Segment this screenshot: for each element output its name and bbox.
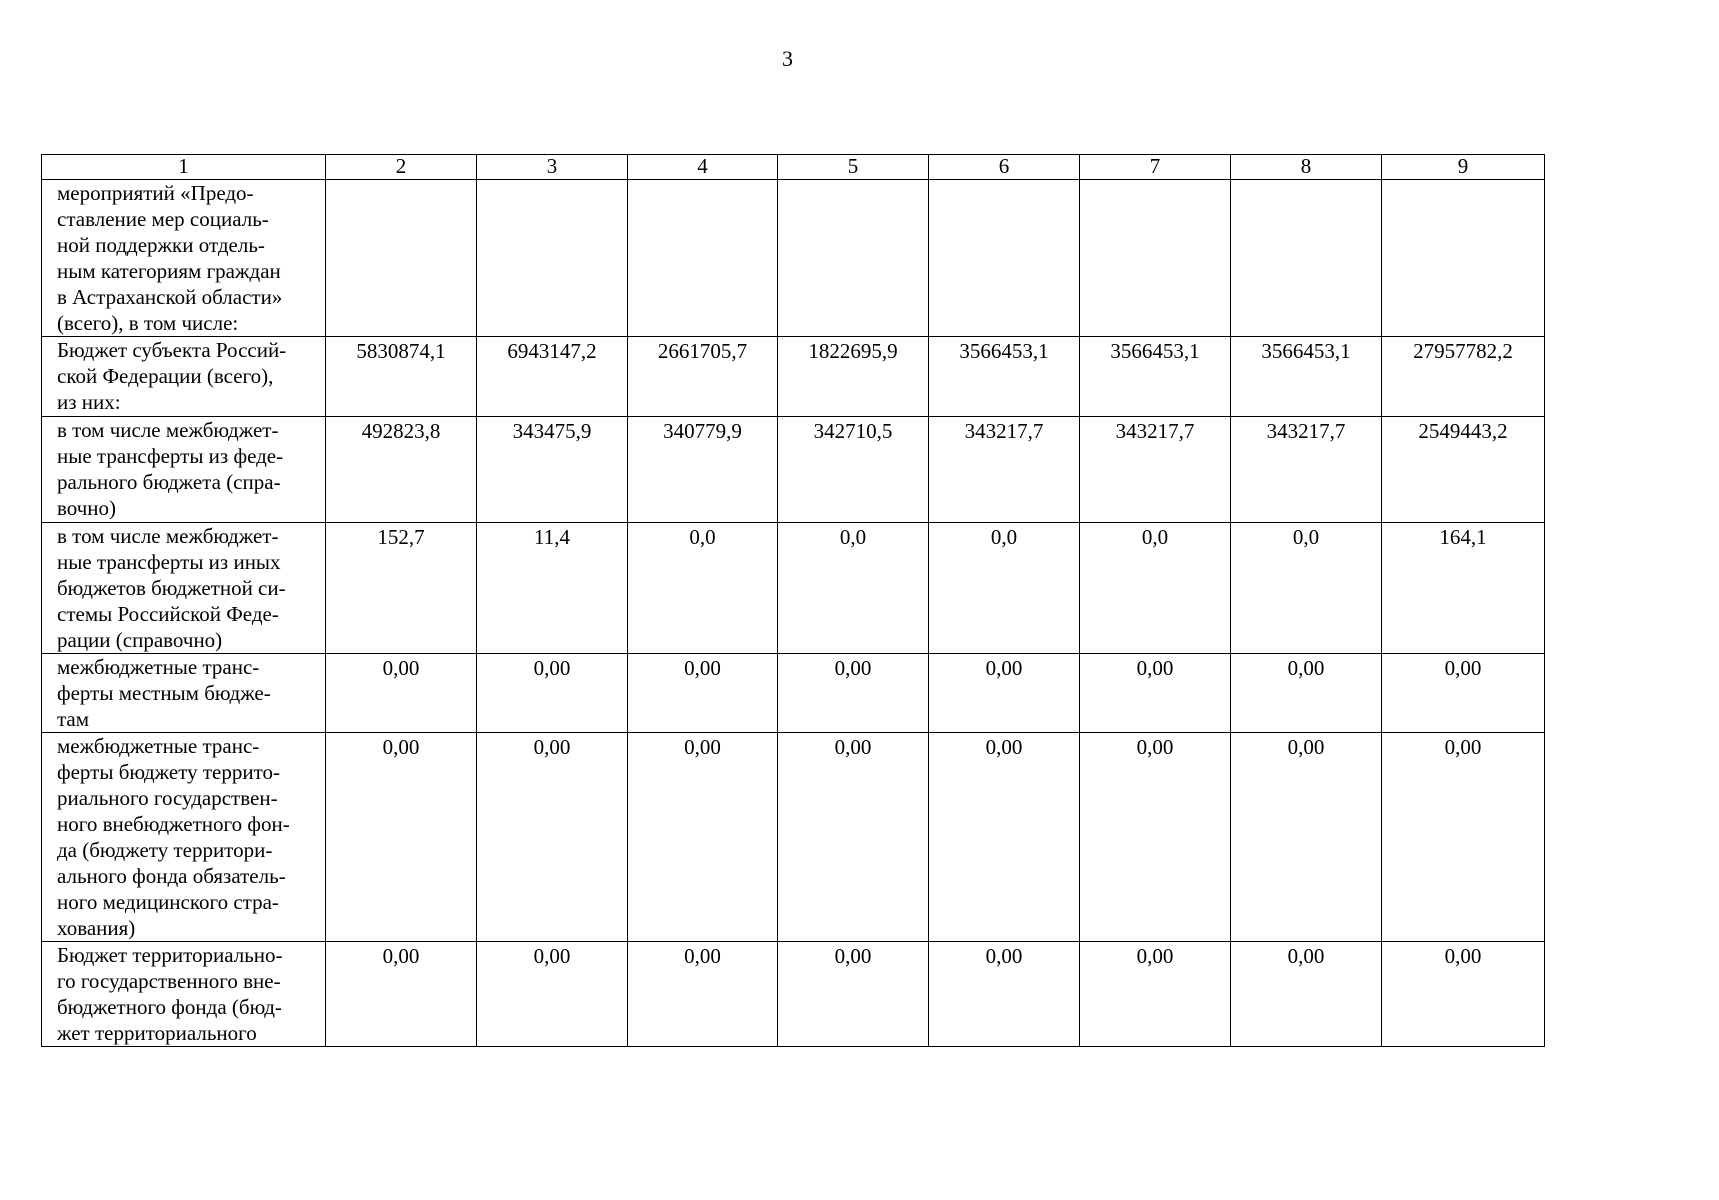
column-number: 6 — [929, 155, 1080, 180]
row-label — [42, 417, 326, 523]
row-label-line: там — [57, 707, 90, 731]
table-row — [42, 523, 1545, 654]
row-label-line: ферты местным бюдже- — [57, 681, 271, 705]
value-cell: 0,00 — [326, 942, 477, 1047]
row-label-line: бюджетов бюджетной си- — [57, 576, 286, 600]
value-cell: 343217,7 — [929, 417, 1080, 523]
column-number: 2 — [326, 155, 477, 180]
row-label-line: Бюджет субъекта Россий- — [57, 338, 287, 362]
value-cell: 342710,5 — [778, 417, 929, 523]
value-cell: 0,00 — [326, 654, 477, 733]
value-cell: 343217,7 — [1231, 417, 1382, 523]
column-number: 1 — [42, 155, 326, 180]
row-label-line: ной поддержки отдель- — [57, 233, 265, 257]
row-label-line: стемы Российской Феде- — [57, 602, 279, 626]
column-number: 5 — [778, 155, 929, 180]
row-label-line: ставление мер социаль- — [57, 207, 269, 231]
value-cell: 0,00 — [1231, 654, 1382, 733]
value-cell: 3566453,1 — [1231, 337, 1382, 417]
value-cell: 0,00 — [628, 733, 778, 942]
value-cell — [929, 180, 1080, 337]
column-number: 9 — [1382, 155, 1545, 180]
table-row — [42, 180, 1545, 337]
row-label-line: ные трансферты из иных — [57, 550, 281, 574]
value-cell: 340779,9 — [628, 417, 778, 523]
row-label-line: бюджетного фонда (бюд- — [57, 995, 282, 1019]
value-cell: 152,7 — [326, 523, 477, 654]
value-cell: 0,00 — [929, 942, 1080, 1047]
row-label-line: ферты бюджету террито- — [57, 760, 281, 784]
column-number: 4 — [628, 155, 778, 180]
value-cell: 0,00 — [326, 733, 477, 942]
value-cell: 6943147,2 — [477, 337, 628, 417]
row-label-line: хования) — [57, 916, 136, 940]
value-cell: 0,00 — [628, 942, 778, 1047]
row-label — [42, 654, 326, 733]
value-cell: 5830874,1 — [326, 337, 477, 417]
row-label-line: ного медицинского стра- — [57, 890, 279, 914]
row-label-line: ным категориям граждан — [57, 259, 281, 283]
value-cell — [1080, 180, 1231, 337]
row-label-line: межбюджетные транс- — [57, 734, 260, 758]
row-label-line: го государственного вне- — [57, 969, 281, 993]
value-cell: 3566453,1 — [929, 337, 1080, 417]
value-cell: 343217,7 — [1080, 417, 1231, 523]
table-row — [42, 942, 1545, 1047]
budget-table — [41, 154, 1545, 1047]
value-cell: 0,00 — [1231, 733, 1382, 942]
value-cell: 164,1 — [1382, 523, 1545, 654]
row-label-line: из них: — [57, 390, 121, 414]
row-label-line: жет территориального — [57, 1021, 257, 1045]
value-cell: 0,0 — [1231, 523, 1382, 654]
value-cell: 0,00 — [1231, 942, 1382, 1047]
row-label-line: риального государствен- — [57, 786, 278, 810]
value-cell: 0,0 — [1080, 523, 1231, 654]
row-label-line: мероприятий «Предо- — [57, 181, 254, 205]
value-cell: 0,00 — [778, 942, 929, 1047]
row-label — [42, 337, 326, 417]
row-label-line: в том числе межбюджет- — [57, 418, 279, 442]
row-label-line: ного внебюджетного фон- — [57, 812, 290, 836]
value-cell: 0,00 — [778, 733, 929, 942]
value-cell: 1822695,9 — [778, 337, 929, 417]
value-cell: 3566453,1 — [1080, 337, 1231, 417]
value-cell: 2549443,2 — [1382, 417, 1545, 523]
column-number: 3 — [477, 155, 628, 180]
row-label-line: вочно) — [57, 496, 117, 520]
row-label — [42, 180, 326, 337]
value-cell: 27957782,2 — [1382, 337, 1545, 417]
row-label-line: в том числе межбюджет- — [57, 524, 279, 548]
row-label-line: да (бюджету территори- — [57, 838, 273, 862]
value-cell: 0,00 — [1382, 942, 1545, 1047]
value-cell: 0,0 — [628, 523, 778, 654]
column-number-row — [42, 155, 1545, 180]
table-row — [42, 654, 1545, 733]
table-row — [42, 733, 1545, 942]
value-cell: 0,00 — [1382, 733, 1545, 942]
value-cell — [1231, 180, 1382, 337]
value-cell: 343475,9 — [477, 417, 628, 523]
value-cell: 0,00 — [1080, 942, 1231, 1047]
value-cell — [326, 180, 477, 337]
value-cell: 0,00 — [929, 733, 1080, 942]
row-label-line: в Астраханской области» — [57, 285, 283, 309]
value-cell: 0,00 — [929, 654, 1080, 733]
value-cell: 0,0 — [778, 523, 929, 654]
value-cell — [628, 180, 778, 337]
column-number: 7 — [1080, 155, 1231, 180]
row-label-line: рального бюджета (спра- — [57, 470, 281, 494]
value-cell: 2661705,7 — [628, 337, 778, 417]
value-cell: 0,00 — [477, 654, 628, 733]
value-cell: 0,00 — [1080, 654, 1231, 733]
value-cell — [1382, 180, 1545, 337]
row-label-line: рации (справочно) — [57, 628, 223, 652]
page-number: 3 — [782, 46, 793, 71]
row-label-line: межбюджетные транс- — [57, 655, 260, 679]
value-cell: 11,4 — [477, 523, 628, 654]
value-cell — [477, 180, 628, 337]
value-cell: 492823,8 — [326, 417, 477, 523]
value-cell: 0,00 — [477, 733, 628, 942]
row-label — [42, 523, 326, 654]
value-cell: 0,00 — [778, 654, 929, 733]
row-label-line: Бюджет территориально- — [57, 943, 283, 967]
value-cell: 0,00 — [628, 654, 778, 733]
row-label-line: (всего), в том числе: — [57, 311, 239, 335]
column-number: 8 — [1231, 155, 1382, 180]
table-row — [42, 417, 1545, 523]
row-label-line: ской Федерации (всего), — [57, 364, 274, 388]
row-label-line: ные трансферты из феде- — [57, 444, 284, 468]
value-cell — [778, 180, 929, 337]
value-cell: 0,00 — [1080, 733, 1231, 942]
value-cell: 0,00 — [477, 942, 628, 1047]
row-label — [42, 942, 326, 1047]
value-cell: 0,00 — [1382, 654, 1545, 733]
row-label-line: ального фонда обязатель- — [57, 864, 286, 888]
table-row — [42, 337, 1545, 417]
row-label — [42, 733, 326, 942]
value-cell: 0,0 — [929, 523, 1080, 654]
